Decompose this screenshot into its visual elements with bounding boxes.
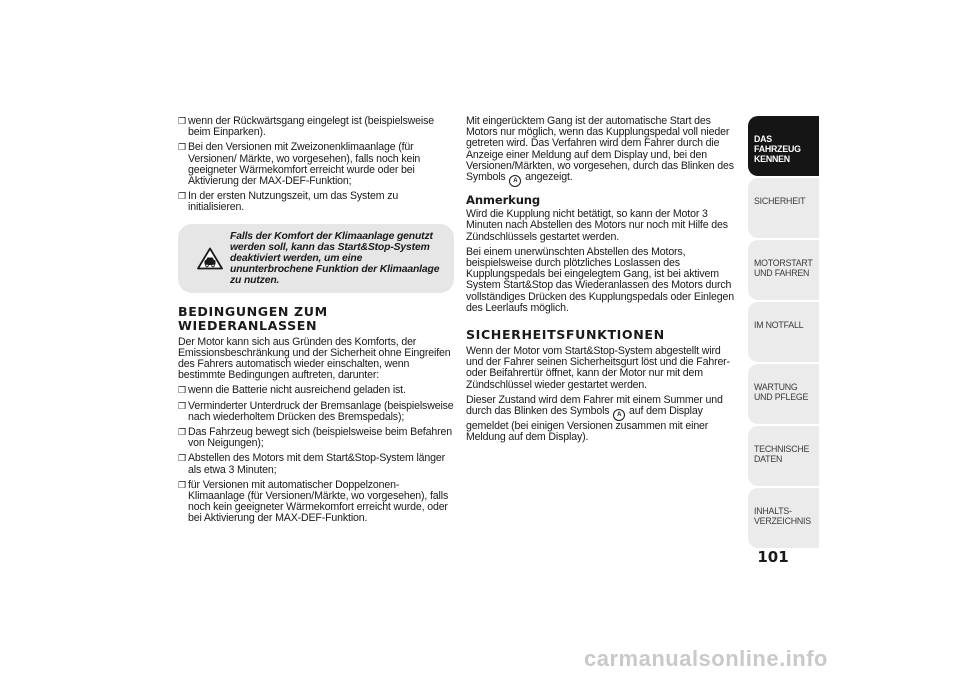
start-stop-icon: A: [613, 409, 625, 421]
checkbox-bullet-icon: ❒: [178, 479, 186, 490]
list-item: [178, 480, 454, 525]
warning-note: [178, 224, 454, 293]
checkbox-bullet-icon: ❒: [178, 400, 186, 411]
paragraph: Bei einem unerwünschten Abstellen des Motors, beispielsweise durch plötzliches Loslassen des Kupplungspedals bei eingelegtem Gang, ist bei aktivem System Start&Stop das Wiederanlassen des Motors durch vollständiges Drücken des Kupplungspedals oder Einlegen des Leerlaufs möglich.: [466, 245, 734, 314]
list-item: [178, 453, 454, 475]
intro-paragraph: Der Motor kann sich aus Gründen des Komforts, der Emissionsbeschränkung und der Sicherheit ohne Eingreifen des Fahrers automatisch wieder einschalten, wenn bestimmte Bedingungen auftreten, darunter:: [178, 335, 451, 382]
checkbox-bullet-icon: ❒: [178, 453, 186, 464]
paragraph: Wenn der Motor vom Start&Stop-System abgestellt wird und der Fahrer seinen Sicherheitsgurt löst und die Fahrer- oder Beifahrertür öffnet, kann der Motor nur mit dem Zündschlüssel wieder gestartet werden.: [466, 345, 730, 391]
tab-technische-daten[interactable]: TECHNISCHE DATEN: [748, 426, 819, 486]
tab-im-notfall[interactable]: IM NOTFALL: [748, 302, 819, 362]
section-heading: BEDINGUNGEN ZUM WIEDERANLASSEN: [178, 303, 328, 333]
tab-motorstart-und-fahren[interactable]: MOTORSTART UND FAHREN: [748, 240, 819, 300]
paragraph-text: Mit eingerücktem Gang ist der automatische Start des Motors nur möglich, wenn das Kupplungspedal voll nieder getreten wird. Das Verfahren wird dem Fahrer durch die Anzeige einer Meldung auf dem Display und, bei den Versionen/Märkten, wo vorgesehen, durch das Blinken des Symbols: [466, 115, 734, 184]
list-item-text: Bei den Versionen mit Zweizonenklimaanlage (für Versionen/ Märkte, wo vorgesehen), falls noch kein geeigneter Wärmekomfort erreicht wurde oder bei Aktivierung der MAX-DEF-Funktion;: [188, 141, 421, 188]
start-stop-icon: A: [509, 175, 521, 187]
checkbox-bullet-icon: ❒: [178, 191, 186, 202]
list-item-text: für Versionen mit automatischer Doppelzonen-Klimaanlage (für Versionen/Märkte, wo vorgesehen), falls noch kein geeigneter Wärmekomfort erreicht wurde, oder bei Aktivierung der MAX-DEF-Funktion.: [188, 478, 449, 525]
paragraph-text: angezeigt.: [525, 171, 573, 184]
list-item-text: Abstellen des Motors mit dem Start&Stop-System länger als etwa 3 Minuten;: [188, 452, 446, 476]
list-item: [178, 142, 454, 187]
tab-inhaltsverzeichnis[interactable]: INHALTS-VERZEICHNIS: [748, 488, 819, 548]
checkbox-bullet-icon: ❒: [178, 427, 186, 438]
list-item-text: Verminderter Unterdruck der Bremsanlage (beispielsweise nach wiederholtem Drücken des Bremspedals);: [188, 399, 454, 423]
tab-sicherheit[interactable]: SICHERHEIT: [748, 178, 819, 238]
paragraph: [466, 116, 738, 187]
paragraph: Wird die Kupplung nicht betätigt, so kann der Motor 3 Minuten nach Abstellen des Motors nur noch mit Hilfe des Zündschlüssels gestartet werden.: [466, 208, 728, 243]
page-number: 101: [757, 548, 789, 566]
warning-triangle-icon: [190, 247, 230, 270]
subheading: Anmerkung: [466, 193, 541, 208]
tab-wartung-und-pflege[interactable]: WARTUNG UND PFLEGE: [748, 364, 819, 424]
watermark: carmanualsonline.info: [584, 646, 828, 671]
checkbox-bullet-icon: ❒: [178, 385, 186, 396]
paragraph-text: Dieser Zustand wird dem Fahrer mit einem Summer und durch das Blinken des Symbols: [466, 393, 723, 418]
list-item-text: Das Fahrzeug bewegt sich (beispielsweise beim Befahren von Neigungen);: [188, 426, 452, 450]
list-item: [178, 401, 454, 423]
warning-note-text: Falls der Komfort der Klimaanlage genutzt werden soll, kann das Start&Stop-System deaktiviert werden, um eine ununterbrochene Funktion der Klimaanlage zu nutzen.: [230, 230, 440, 286]
tab-das-fahrzeug-kennen[interactable]: DAS FAHRZEUG KENNEN: [748, 116, 819, 176]
list-item: [178, 116, 454, 138]
list-item: [178, 385, 454, 396]
paragraph: [466, 395, 738, 444]
checkbox-bullet-icon: ❒: [178, 142, 186, 153]
left-column: [178, 116, 454, 529]
list-item-text: wenn der Rückwärtsgang eingelegt ist (beispielsweise beim Einparken).: [188, 115, 434, 139]
list-item-text: In der ersten Nutzungszeit, um das System zu initialisieren.: [188, 190, 399, 214]
list-item: [178, 191, 454, 213]
list-item: [178, 427, 454, 449]
list-item-text: wenn die Batterie nicht ausreichend geladen ist.: [188, 384, 406, 397]
right-column: [466, 116, 738, 447]
chapter-tabs: [748, 116, 819, 550]
checkbox-bullet-icon: ❒: [178, 116, 186, 126]
paragraph-text: auf dem Display gemeldet (bei einigen Versionen zusammen mit einer Meldung auf dem Display).: [466, 405, 709, 444]
section-heading: SICHERHEITSFUNKTIONEN: [466, 327, 665, 343]
